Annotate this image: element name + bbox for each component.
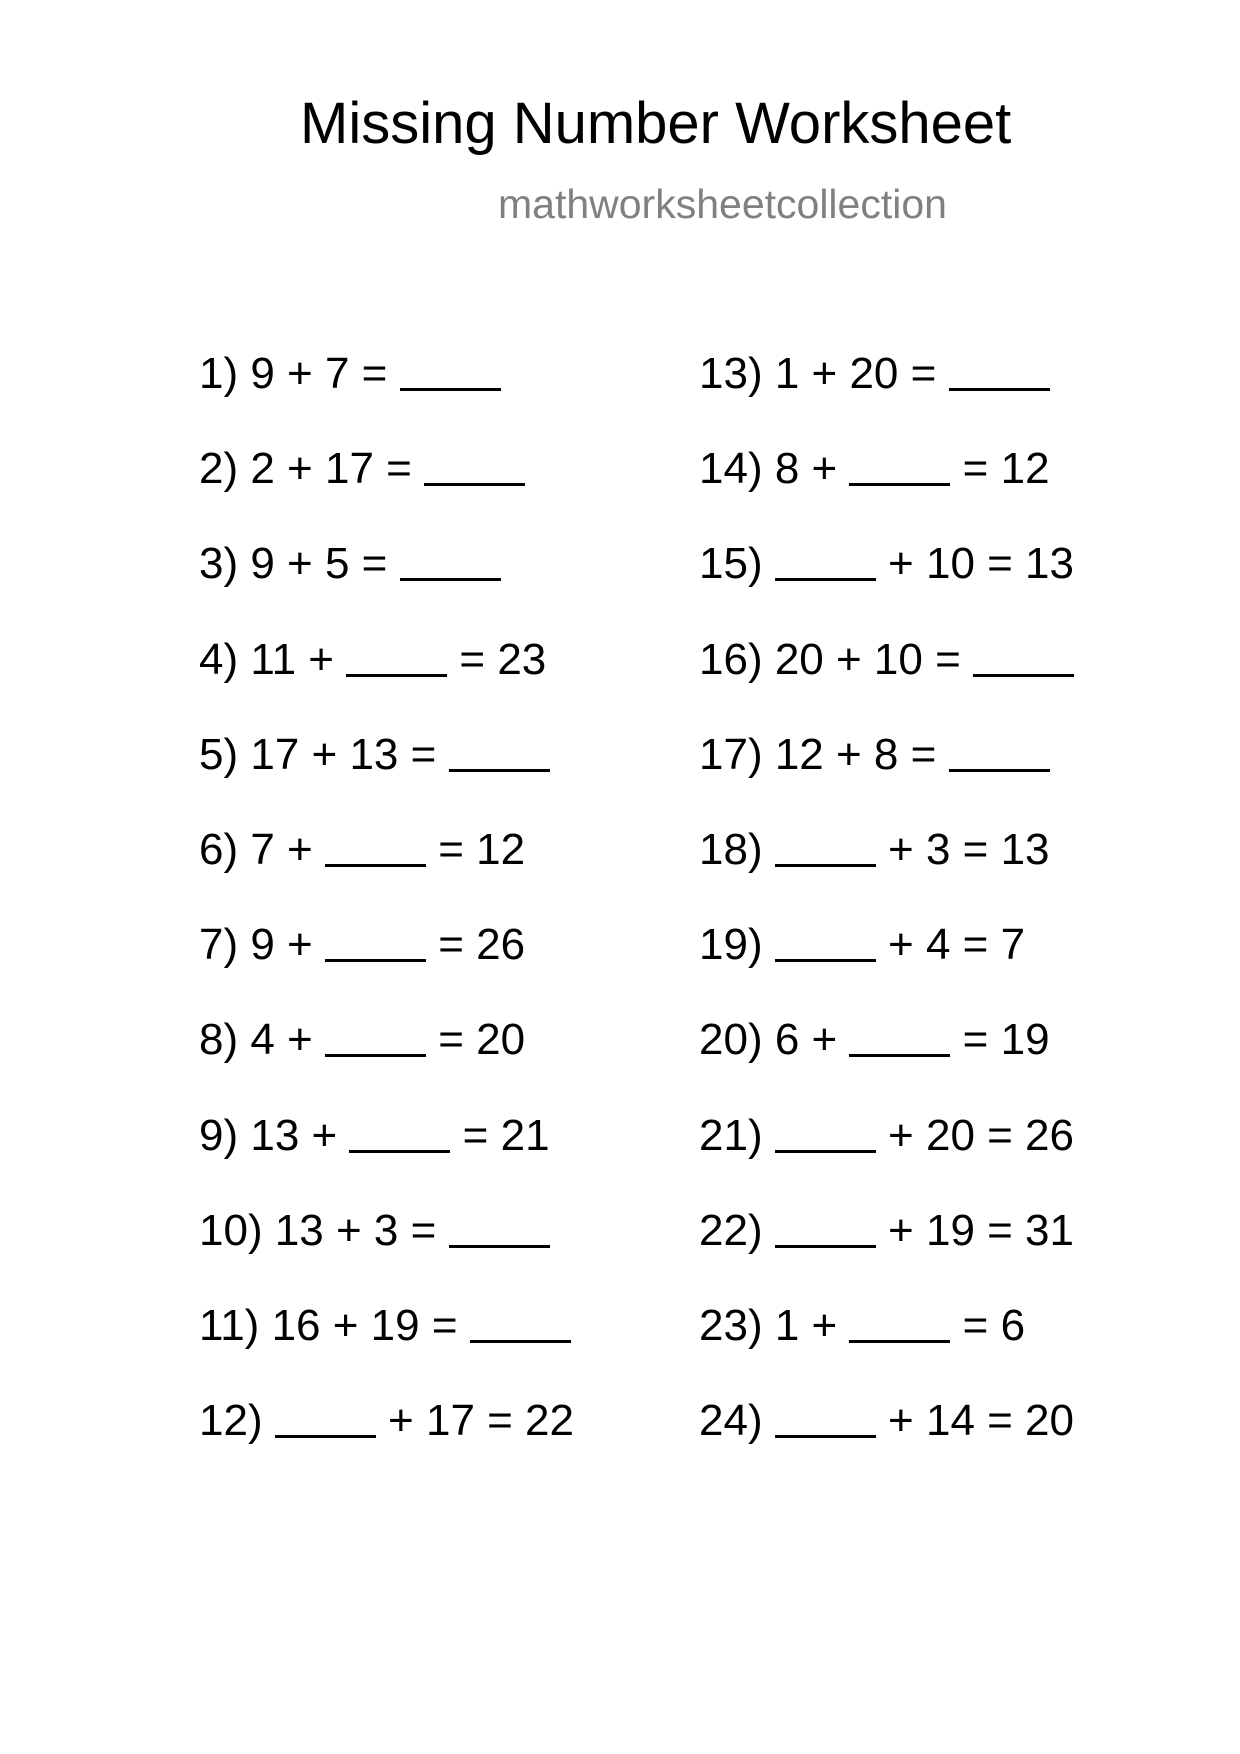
problem-number: 19) [699,920,763,970]
problem-number: 9) [199,1110,239,1160]
problem-number: 20) [699,1015,763,1065]
problem-expression: 9 + 5 = [250,539,400,589]
answer-blank[interactable] [775,919,876,962]
spacer [763,1395,775,1447]
problem-row [699,634,1074,729]
answer-blank[interactable] [349,1110,450,1153]
spacer [238,919,250,971]
problem-row [699,443,1074,538]
answer-blank[interactable] [325,919,426,962]
problem-expression: 4 + [250,1015,325,1065]
problem-expression: = 12 [425,824,526,874]
answer-blank[interactable] [949,729,1050,772]
answer-blank[interactable] [775,538,876,581]
problem-number: 17) [699,729,763,779]
problem-number: 22) [699,1205,763,1255]
answer-blank[interactable] [775,1110,876,1153]
problem-expression: 7 + [250,824,325,874]
answer-blank[interactable] [400,348,501,391]
problem-expression: 16 + 19 = [271,1300,470,1350]
problem-number: 3) [199,539,239,589]
problem-expression: + 20 = 26 [875,1110,1074,1160]
worksheet-title: Missing Number Worksheet [300,91,1012,156]
problem-expression: 13 + [250,1110,350,1160]
problem-row [699,1110,1074,1205]
problem-expression: = 12 [950,444,1050,494]
answer-blank[interactable] [325,1014,426,1057]
problem-row [699,824,1074,919]
problem-row [199,1395,574,1490]
problem-expression: 8 + [774,444,850,494]
problem-row [199,348,574,443]
problem-expression: 1 + [774,1300,850,1350]
problem-row [699,1014,1074,1109]
problem-number: 10) [199,1205,263,1255]
spacer [763,538,775,590]
answer-blank[interactable] [973,634,1074,677]
problem-number: 15) [699,539,763,589]
problem-number: 24) [699,1396,763,1446]
spacer [238,634,250,686]
spacer [763,1110,775,1162]
problem-expression: 6 + [774,1015,850,1065]
spacer [238,348,250,400]
problem-number: 13) [699,349,763,398]
problems-column-right [699,348,1074,1490]
problem-expression: + 3 = 13 [875,824,1050,874]
spacer [763,348,775,400]
spacer [763,824,775,876]
problem-number: 2) [199,444,239,494]
problem-number: 7) [199,920,239,970]
problem-number: 8) [199,1015,239,1065]
problem-expression: + 19 = 31 [875,1205,1074,1255]
problem-expression: = 23 [447,634,547,684]
problem-row [699,729,1074,824]
problem-row [199,1110,574,1205]
problem-number: 11) [199,1300,260,1350]
problem-expression: = 20 [425,1015,526,1065]
spacer [238,1014,250,1066]
problem-number: 6) [199,824,239,874]
problem-row [699,538,1074,633]
answer-blank[interactable] [849,1014,950,1057]
problem-expression: 13 + 3 = [274,1205,449,1255]
answer-blank[interactable] [449,1205,550,1248]
spacer [763,919,775,971]
problem-number: 14) [699,444,763,494]
spacer [238,538,250,590]
problem-expression: 1 + 20 = [774,349,949,398]
problem-expression: = 6 [950,1300,1026,1350]
problem-expression: 2 + 17 = [250,444,425,494]
spacer [238,729,250,781]
problem-expression: 9 + 7 = [250,349,400,398]
problem-row [199,1205,574,1300]
problem-row [199,919,574,1014]
spacer [263,1395,275,1447]
spacer [763,1014,775,1066]
problem-number: 23) [699,1300,763,1350]
spacer [763,634,775,686]
problems-column-left [199,348,574,1490]
problem-expression: 20 + 10 = [774,634,973,684]
problem-row [699,348,1074,443]
problem-row [699,1205,1074,1300]
problem-expression: 17 + 13 = [250,729,449,779]
spacer [238,443,250,495]
answer-blank[interactable] [849,1300,950,1343]
answer-blank[interactable] [849,443,950,486]
answer-blank[interactable] [449,729,550,772]
problem-row [699,1300,1074,1395]
worksheet-subtitle: mathworksheetcollection [498,181,947,227]
answer-blank[interactable] [325,824,426,867]
problem-row [199,824,574,919]
spacer [763,729,775,781]
problem-number: 18) [699,824,763,874]
answer-blank[interactable] [470,1300,571,1343]
problem-expression: + 10 = 13 [875,539,1074,589]
problem-row [199,1300,574,1395]
spacer [238,1110,250,1162]
spacer [763,1205,775,1257]
problem-expression: + 17 = 22 [375,1396,574,1446]
problem-number: 4) [199,634,239,684]
problem-number: 5) [199,729,239,779]
spacer [263,1205,275,1257]
answer-blank[interactable] [775,1205,876,1248]
problem-expression: 9 + [250,920,325,970]
answer-blank[interactable] [775,824,876,867]
answer-blank[interactable] [949,348,1050,391]
problem-row [199,443,574,538]
problem-expression: = 21 [450,1110,550,1160]
answer-blank[interactable] [424,443,525,486]
problem-row [199,729,574,824]
problem-row [199,1014,574,1109]
spacer [763,1300,775,1352]
problem-row [199,634,574,729]
answer-blank[interactable] [346,634,447,677]
spacer [763,443,775,495]
problem-expression: = 19 [950,1015,1050,1065]
answer-blank[interactable] [400,538,501,581]
problem-number: 1) [199,349,239,398]
problem-row [199,538,574,633]
problem-expression: = 26 [425,920,526,970]
problem-expression: + 14 = 20 [875,1396,1074,1446]
spacer [238,824,250,876]
problem-number: 21) [699,1110,763,1160]
problem-number: 16) [699,634,763,684]
problem-expression: 12 + 8 = [774,729,949,779]
problem-number: 12) [199,1396,263,1446]
problem-row [699,1395,1074,1490]
spacer [259,1300,271,1352]
answer-blank[interactable] [275,1395,376,1438]
answer-blank[interactable] [775,1395,876,1438]
problem-expression: + 4 = 7 [875,920,1026,970]
problem-expression: 11 + [250,634,347,684]
problem-row [699,919,1074,1014]
